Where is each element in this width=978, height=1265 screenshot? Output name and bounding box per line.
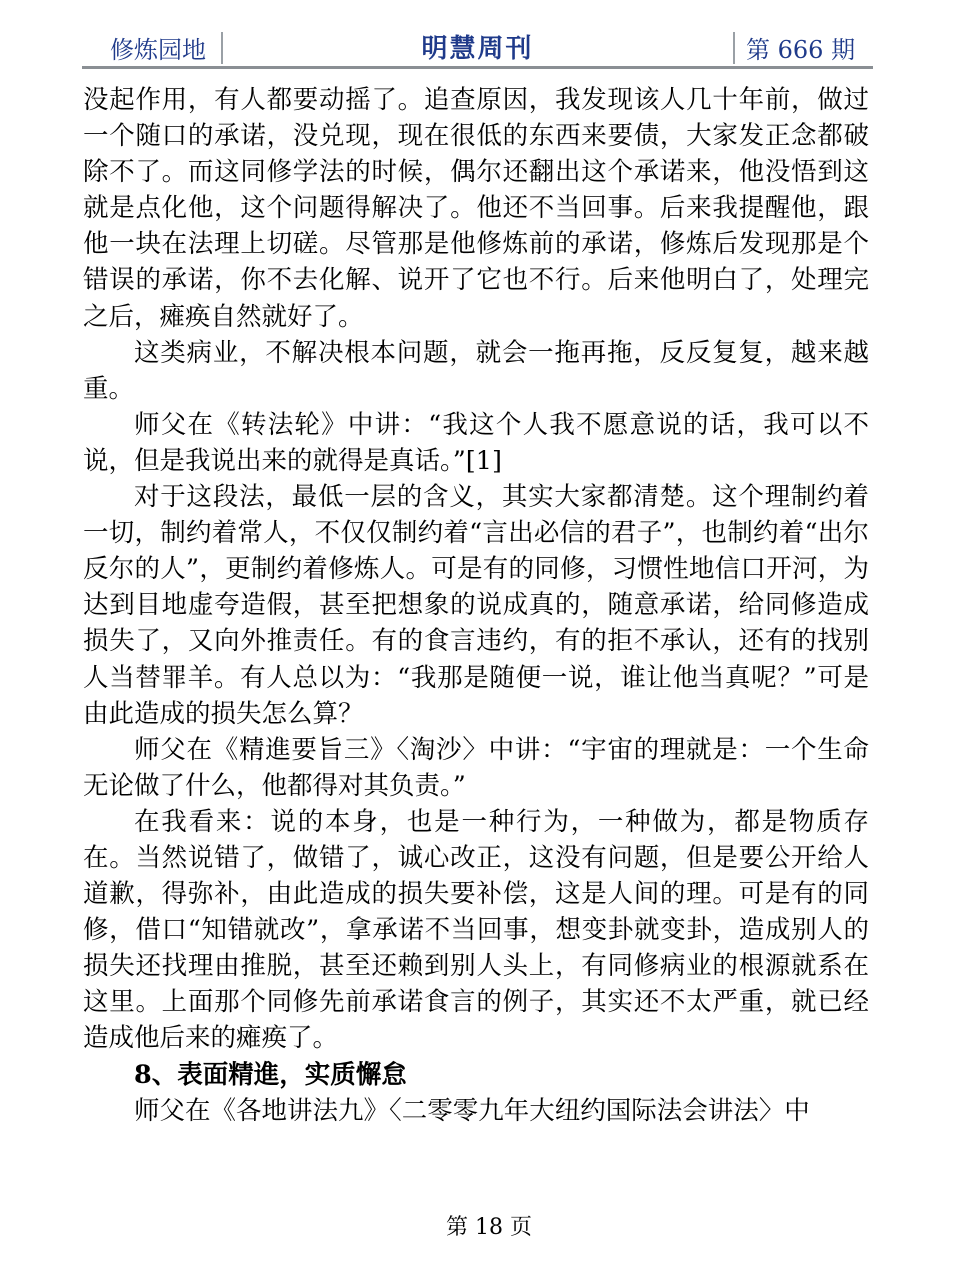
- paragraph: 师父在《各地讲法九》〈二零零九年大纽约国际法会讲法〉中: [134, 1095, 810, 1126]
- paragraph: 师父在《转法轮》中讲：“我这个人我不愿意说的话，我可以不说，但是我说出来的就得是真话。”[1]: [83, 409, 869, 476]
- article-body: [83, 82, 869, 1129]
- paragraph: 这类病业，不解决根本问题，就会一拖再拖，反反复复，越来越重。: [83, 337, 869, 404]
- page-number: 第 18 页: [446, 1215, 532, 1240]
- paragraph: 没起作用，有人都要动摇了。追查原因，我发现该人几十年前，做过一个随口的承诺，没兑现，现在很低的东西来要债，大家发正念都破除不了。而这同修学法的时候，偶尔还翻出这个承诺来，他没悟到这就是点化他，这个问题得解决了。他还不当回事。后来我提醒他，跟他一块在法理上切磋。尽管那是他修炼前的承诺，修炼后发现那是个错误的承诺，你不去化解、说开了它也不行。后来他明白了，处理完之后，瘫痪自然就好了。: [83, 85, 869, 332]
- issue-number: 第 666 期: [746, 36, 856, 64]
- page-header: [82, 28, 873, 66]
- paragraph: 师父在《精進要旨三》〈淘沙〉中讲：“宇宙的理就是：一个生命无论做了什么，他都得对其负责。”: [83, 734, 869, 801]
- publication-title: 明慧周刊: [421, 34, 534, 64]
- paragraph: 对于这段法，最低一层的含义，其实大家都清楚。这个理制约着一切，制约着常人，不仅仅制约着“言出必信的君子”，也制约着“出尔反尔的人”，更制约着修炼人。可是有的同修，习惯性地信口开河，为达到目地虚夸造假，甚至把想象的说成真的，随意承诺，给同修造成损失了，又向外推责任。有的食言违约，有的拒不承认，还有的找别人当替罪羊。有人总以为：“我那是随便一说，谁让他当真呢？”可是由此造成的损失怎么算？: [83, 482, 869, 729]
- section-name: 修炼园地: [110, 36, 206, 64]
- paragraph: 在我看来：说的本身，也是一种行为，一种做为，都是物质存在。当然说错了，做错了，诚心改正，这没有问题，但是要公开给人道歉，得弥补，由此造成的损失要补偿，这是人间的理。可是有的同修，借口“知错就改”，拿承诺不当回事，想变卦就变卦，造成别人的损失还找理由推脱，甚至还赖到别人头上，有同修病业的根源就系在这里。上面那个同修先前承诺食言的例子，其实还不太严重，就已经造成他后来的瘫痪了。: [83, 806, 869, 1054]
- section-heading: 8、表面精進，实质懈怠: [134, 1059, 407, 1090]
- header-rule: [82, 66, 873, 69]
- header-divider-right: [733, 32, 735, 64]
